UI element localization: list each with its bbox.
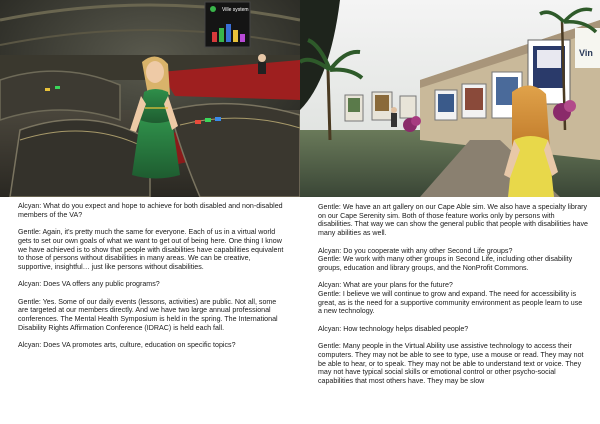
left-paragraph-5: Alcyan: Does VA promotes arts, culture, education on specific topics? — [18, 341, 236, 350]
right-photo-scene — [300, 0, 600, 197]
left-photo-scene — [0, 0, 300, 197]
left-paragraph-2: Gentle: Again, it's pretty much the same for everyone. Each of us in a virtual world gets to set our own goals of what we want to get out of being here. One thing I know we have achieved is to show that people with disabilities have capabilities equivalent to those of persons without disabilities in many areas. We can be creative, supportive, insightful… just like persons without disabilities. — [18, 228, 284, 271]
left-page-text — [0, 202, 300, 359]
right-paragraph-3: Gentle: We work with many other groups in Second Life, including other disability groups, education and library groups, and the NonProfit Commons. — [318, 255, 573, 272]
right-photo-art-gallery — [300, 0, 600, 197]
left-photo-virtual-avatar-studio — [0, 0, 300, 197]
left-paragraph-3: Alcyan: Does VA offers any public programs? — [18, 280, 160, 289]
right-paragraph-1: Gentle: We have an art gallery on our Cape Able sim. We also have a specialty library on our Cape Serenity sim. Both of those feature works only by persons with disabilities. That way we can show the general public that people with disabilities have many abilities as well. — [318, 203, 588, 238]
left-paragraph-4: Gentle: Yes. Some of our daily events (lessons, activities) are public. Not all, some are targeted at our members directly. And we have two large annual professional conferences. The Mental Health Symposium is held in the spring. The International Disability Rights Affirmation Conference (IDRAC) is held each fall. — [18, 297, 278, 332]
left-paragraph-1: Alcyan: What do you expect and hope to achieve for both disabled and non-disabled members of the VA? — [18, 202, 283, 219]
right-page — [300, 0, 600, 424]
right-paragraph-2: Alcyan: Do you cooperate with any other Second Life groups? — [318, 246, 513, 255]
left-photo-sign-text: Ville system — [222, 7, 249, 13]
right-page-text — [300, 203, 600, 394]
right-paragraph-4: Alcyan: What are your plans for the future? — [318, 281, 453, 290]
right-paragraph-5: Gentle: I believe we will continue to grow and expand. The need for accessibility is great, as is the need for a supportive community environment as people learn to use a new technology. — [318, 290, 583, 316]
right-paragraph-6: Alcyan: How technology helps disabled people? — [318, 324, 469, 333]
right-paragraph-7: Gentle: Many people in the Virtual Ability use assistive technology to access their computers. They may not be able to see to type, use a mouse or read. They may not be able to hear, or to speak. They may not be able to understand text or voice. They may not have typical social skills or emotional control or other psycho-social capabilities that most others have. They may be slow — [318, 342, 584, 385]
right-photo-sign-text: Vin — [579, 48, 593, 58]
